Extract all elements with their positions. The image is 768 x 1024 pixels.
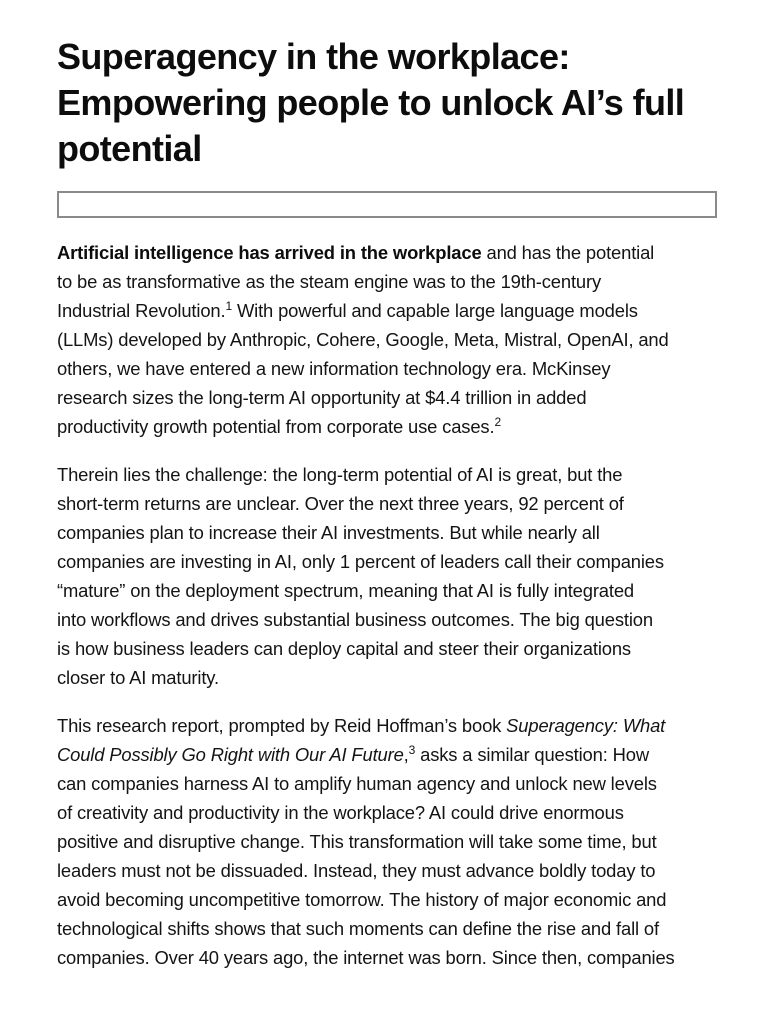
article-page	[57, 34, 717, 968]
footnote-ref-1[interactable]: 1	[225, 299, 232, 313]
text-line: companies are investing in AI, only 1 percent of leaders call their companies	[57, 551, 664, 572]
text-line: leaders must not be dissuaded. Instead, they must advance boldly today to	[57, 860, 656, 881]
lead-in-bold: Artificial intelligence has arrived in the workplace	[57, 242, 482, 263]
text-line: This research report, prompted by Reid Hoffman’s book Superagency: What	[57, 715, 666, 736]
text-line: closer to AI maturity.	[57, 667, 219, 688]
text-line: is how business leaders can deploy capital and steer their organizations	[57, 638, 631, 659]
article-title	[57, 34, 717, 172]
text-line: “mature” on the deployment spectrum, meaning that AI is fully integrated	[57, 580, 634, 601]
title-line: Empowering people to unlock AI’s full	[57, 82, 685, 123]
title-line: Superagency in the workplace:	[57, 36, 570, 77]
text-line: companies plan to increase their AI investments. But while nearly all	[57, 522, 600, 543]
text-line: research sizes the long-term AI opportunity at $4.4 trillion in added	[57, 387, 587, 408]
text-line: of creativity and productivity in the workplace? AI could drive enormous	[57, 802, 624, 823]
text-line: companies. Over 40 years ago, the internet was born. Since then, companies	[57, 947, 675, 968]
paragraph-2	[57, 460, 719, 692]
text-line: to be as transformative as the steam engine was to the 19th-century	[57, 271, 602, 292]
text-line: avoid becoming uncompetitive tomorrow. The history of major economic and	[57, 889, 667, 910]
text-line: technological shifts shows that such moments can define the rise and fall of	[57, 918, 659, 939]
text-line: others, we have entered a new information technology era. McKinsey	[57, 358, 611, 379]
text-line: Industrial Revolution.$^1$ With powerful and capable large language models	[57, 299, 638, 321]
paragraph-3	[57, 711, 719, 972]
paragraph-1	[57, 238, 719, 441]
text-line: into workflows and drives substantial business outcomes. The big question	[57, 609, 653, 630]
empty-input-box[interactable]	[57, 191, 717, 218]
text-line: short-term returns are unclear. Over the next three years, 92 percent of	[57, 493, 624, 514]
article-body	[57, 238, 719, 991]
text-line: positive and disruptive change. This transformation will take some time, but	[57, 831, 657, 852]
text-line: Artificial intelligence has arrived in the workplace and has the potential	[57, 242, 655, 263]
book-title: Superagency: What	[506, 715, 666, 736]
text-line: Could Possibly Go Right with Our AI Future,$^3$ asks a similar question: How	[57, 743, 649, 765]
footnote-ref-3[interactable]: 3	[408, 743, 416, 757]
text-line: can companies harness AI to amplify human agency and unlock new levels	[57, 773, 657, 794]
title-line: potential	[57, 128, 202, 169]
book-title: Could Possibly Go Right with Our AI Future	[57, 744, 404, 765]
text-line: productivity growth potential from corporate use cases.$^2$	[57, 415, 501, 437]
text-line: (LLMs) developed by Anthropic, Cohere, Google, Meta, Mistral, OpenAI, and	[57, 329, 669, 350]
footnote-ref-2[interactable]: 2	[494, 415, 501, 429]
text-line: Therein lies the challenge: the long-term potential of AI is great, but the	[57, 464, 623, 485]
